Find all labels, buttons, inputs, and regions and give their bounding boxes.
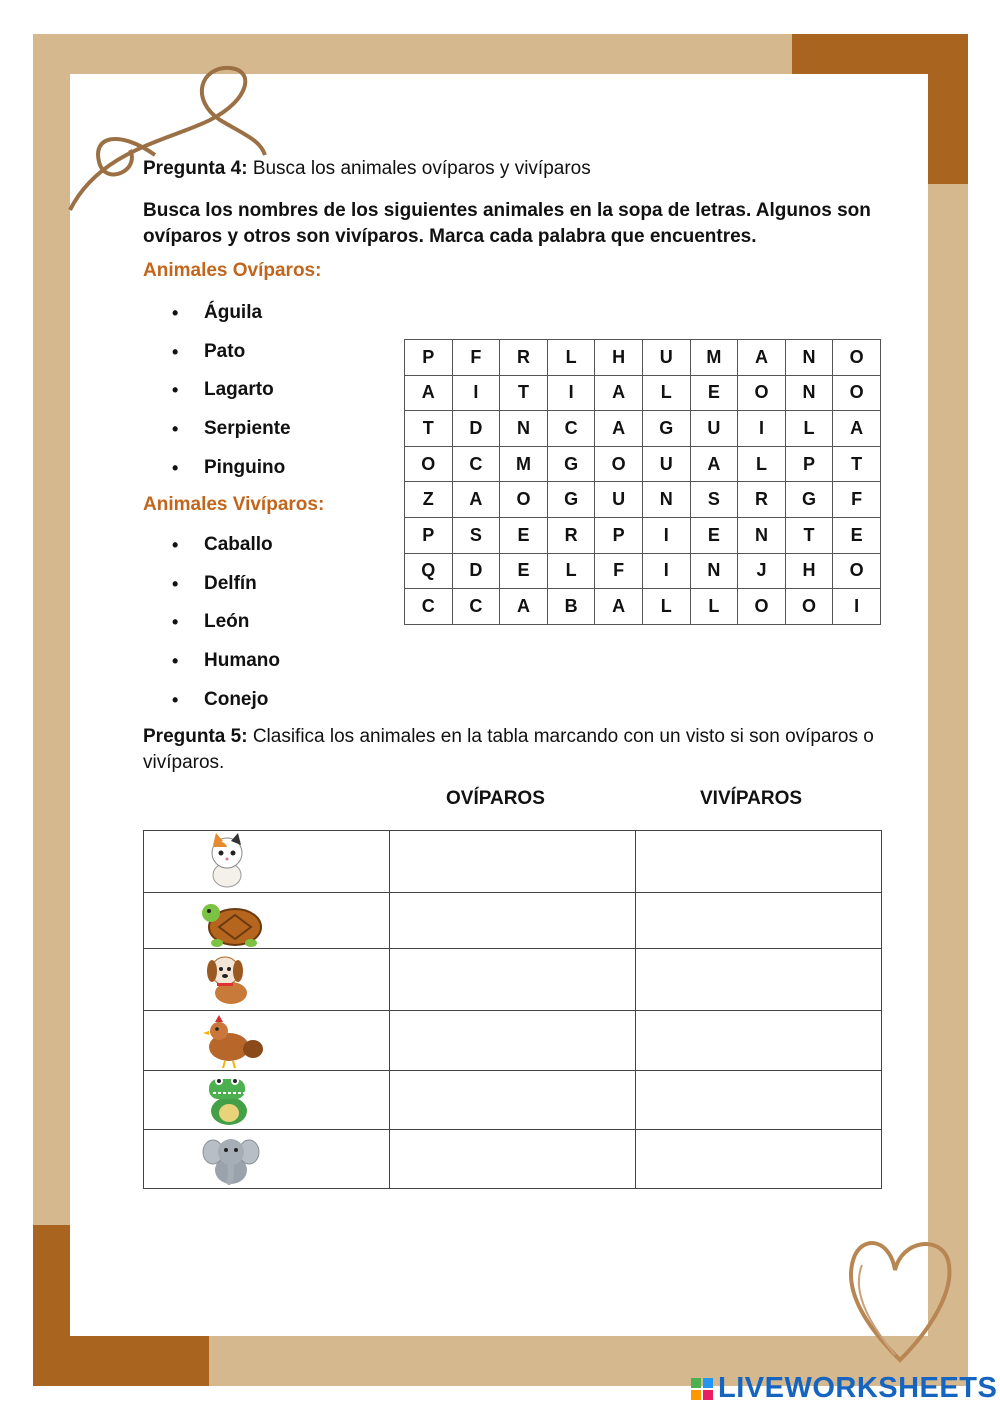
grid-row — [405, 375, 881, 411]
list-item: • Humano — [172, 648, 280, 687]
viviparos-cell[interactable] — [636, 1130, 882, 1189]
grid-cell[interactable]: L — [690, 589, 738, 625]
question-4-label: Pregunta 4: — [143, 158, 248, 179]
grid-cell[interactable]: R — [500, 340, 548, 376]
viviparous-list — [172, 532, 280, 725]
dog-icon — [199, 951, 259, 1009]
grid-cell[interactable]: A — [452, 482, 500, 518]
oviparos-cell[interactable] — [390, 1071, 636, 1130]
table-row — [144, 1011, 882, 1071]
grid-cell[interactable]: C — [452, 446, 500, 482]
grid-cell[interactable]: O — [833, 375, 881, 411]
grid-row — [405, 446, 881, 482]
grid-cell[interactable]: L — [642, 589, 690, 625]
grid-cell[interactable]: S — [690, 482, 738, 518]
grid-cell[interactable]: E — [500, 553, 548, 589]
viviparos-column-header: VIVÍPAROS — [700, 788, 803, 809]
crocodile-icon — [199, 1073, 261, 1129]
heart-decoration-icon — [830, 1220, 980, 1370]
grid-cell[interactable]: A — [690, 446, 738, 482]
grid-cell[interactable]: I — [642, 517, 690, 553]
grid-cell[interactable]: P — [785, 446, 833, 482]
grid-row — [405, 517, 881, 553]
grid-cell[interactable]: Q — [405, 553, 453, 589]
grid-cell[interactable]: L — [785, 411, 833, 447]
grid-cell[interactable]: D — [452, 411, 500, 447]
grid-row — [405, 340, 881, 376]
table-row — [144, 949, 882, 1011]
grid-cell[interactable]: L — [547, 340, 595, 376]
viviparos-cell[interactable] — [636, 1011, 882, 1071]
grid-cell[interactable]: G — [547, 446, 595, 482]
animal-cell — [144, 831, 390, 893]
grid-cell[interactable]: R — [547, 517, 595, 553]
grid-cell[interactable]: L — [642, 375, 690, 411]
swirl-decoration-icon — [60, 60, 270, 220]
viviparos-cell[interactable] — [636, 949, 882, 1011]
grid-cell[interactable]: T — [833, 446, 881, 482]
list-item: • Delfín — [172, 571, 280, 610]
classification-table — [143, 830, 882, 1189]
grid-cell[interactable]: T — [500, 375, 548, 411]
grid-cell[interactable]: I — [642, 553, 690, 589]
grid-cell[interactable]: O — [738, 589, 786, 625]
question-5-label: Pregunta 5: — [143, 726, 248, 747]
grid-cell[interactable]: A — [500, 589, 548, 625]
grid-cell[interactable]: E — [500, 517, 548, 553]
table-row — [144, 1071, 882, 1130]
grid-cell[interactable]: G — [785, 482, 833, 518]
oviparos-cell[interactable] — [390, 831, 636, 893]
question-5-title — [143, 724, 903, 776]
grid-cell[interactable]: I — [738, 411, 786, 447]
oviparous-list — [172, 300, 291, 493]
grid-cell[interactable]: A — [405, 375, 453, 411]
grid-cell[interactable]: P — [405, 517, 453, 553]
grid-cell[interactable]: Z — [405, 482, 453, 518]
grid-cell[interactable]: A — [833, 411, 881, 447]
grid-cell[interactable]: U — [595, 482, 643, 518]
question-5-text: Clasifica los animales en la tabla marcando con un visto si son ovíparos o vivíparos. — [143, 726, 874, 773]
list-item: • León — [172, 609, 280, 648]
hen-icon — [199, 1013, 269, 1069]
animal-cell — [144, 1011, 390, 1071]
grid-cell[interactable]: O — [785, 589, 833, 625]
grid-cell[interactable]: B — [547, 589, 595, 625]
grid-row — [405, 553, 881, 589]
grid-cell[interactable]: N — [690, 553, 738, 589]
oviparos-cell[interactable] — [390, 893, 636, 949]
oviparos-cell[interactable] — [390, 1130, 636, 1189]
liveworksheets-logo-icon — [691, 1378, 713, 1400]
viviparous-heading: Animales Vivíparos: — [143, 494, 325, 515]
grid-cell[interactable]: H — [595, 340, 643, 376]
grid-cell[interactable]: P — [595, 517, 643, 553]
elephant-icon — [199, 1132, 261, 1188]
grid-cell[interactable]: I — [547, 375, 595, 411]
grid-cell[interactable]: C — [547, 411, 595, 447]
list-item: • Lagarto — [172, 377, 291, 416]
animal-cell — [144, 949, 390, 1011]
grid-cell[interactable]: N — [785, 340, 833, 376]
viviparos-cell[interactable] — [636, 893, 882, 949]
word-search-grid — [404, 339, 881, 625]
liveworksheets-brand[interactable]: LIVEWORKSHEETS — [718, 1372, 998, 1404]
grid-cell[interactable]: O — [833, 553, 881, 589]
grid-cell[interactable]: J — [738, 553, 786, 589]
oviparous-heading: Animales Ovíparos: — [143, 260, 322, 281]
grid-cell[interactable]: G — [547, 482, 595, 518]
grid-cell[interactable]: O — [500, 482, 548, 518]
list-item: • Águila — [172, 300, 291, 339]
grid-cell[interactable]: S — [452, 517, 500, 553]
grid-cell[interactable]: F — [595, 553, 643, 589]
grid-cell[interactable]: C — [405, 589, 453, 625]
grid-cell[interactable]: A — [595, 411, 643, 447]
grid-row — [405, 482, 881, 518]
grid-cell[interactable]: L — [547, 553, 595, 589]
question-4-text: Busca los animales ovíparos y vivíparos — [252, 158, 591, 179]
oviparos-column-header: OVÍPAROS — [446, 788, 545, 809]
grid-cell[interactable]: E — [690, 375, 738, 411]
grid-cell[interactable]: I — [833, 589, 881, 625]
grid-cell[interactable]: N — [642, 482, 690, 518]
table-row — [144, 1130, 882, 1189]
table-row — [144, 831, 882, 893]
oviparos-cell[interactable] — [390, 1011, 636, 1071]
grid-cell[interactable]: D — [452, 553, 500, 589]
animal-cell — [144, 1071, 390, 1130]
grid-cell[interactable]: I — [452, 375, 500, 411]
animal-cell — [144, 1130, 390, 1189]
grid-cell[interactable]: M — [500, 446, 548, 482]
grid-cell[interactable]: F — [833, 482, 881, 518]
list-item: • Pato — [172, 339, 291, 378]
list-item: • Caballo — [172, 532, 280, 571]
grid-cell[interactable]: U — [642, 446, 690, 482]
grid-cell[interactable]: T — [785, 517, 833, 553]
grid-cell[interactable]: E — [690, 517, 738, 553]
grid-row — [405, 589, 881, 625]
grid-cell[interactable]: R — [738, 482, 786, 518]
grid-cell[interactable]: O — [595, 446, 643, 482]
grid-cell[interactable]: A — [738, 340, 786, 376]
grid-cell[interactable]: A — [595, 589, 643, 625]
grid-cell[interactable]: O — [405, 446, 453, 482]
list-item: • Pinguino — [172, 455, 291, 494]
grid-cell[interactable]: O — [738, 375, 786, 411]
list-item: • Conejo — [172, 687, 280, 726]
grid-cell[interactable]: U — [642, 340, 690, 376]
grid-cell[interactable]: C — [452, 589, 500, 625]
grid-cell[interactable]: G — [642, 411, 690, 447]
grid-cell[interactable]: H — [785, 553, 833, 589]
grid-cell[interactable]: U — [690, 411, 738, 447]
question-4-instructions: Busca los nombres de los siguientes animales en la sopa de letras. Algunos son ovíparos y otros son vivíparos. Marca cada palabra que encuentres. — [143, 200, 871, 247]
table-row — [144, 893, 882, 949]
viviparos-cell[interactable] — [636, 831, 882, 893]
grid-cell[interactable]: N — [738, 517, 786, 553]
grid-row — [405, 411, 881, 447]
grid-cell[interactable]: N — [785, 375, 833, 411]
turtle-icon — [199, 895, 269, 949]
animal-cell — [144, 893, 390, 949]
list-item: • Serpiente — [172, 416, 291, 455]
grid-cell[interactable]: L — [738, 446, 786, 482]
grid-cell[interactable]: M — [690, 340, 738, 376]
grid-cell[interactable]: E — [833, 517, 881, 553]
grid-cell[interactable]: O — [833, 340, 881, 376]
oviparos-cell[interactable] — [390, 949, 636, 1011]
grid-cell[interactable]: F — [452, 340, 500, 376]
cat-icon — [199, 833, 259, 891]
grid-cell[interactable]: A — [595, 375, 643, 411]
grid-cell[interactable]: P — [405, 340, 453, 376]
grid-cell[interactable]: T — [405, 411, 453, 447]
question-4-title — [143, 158, 591, 180]
viviparos-cell[interactable] — [636, 1071, 882, 1130]
grid-cell[interactable]: N — [500, 411, 548, 447]
